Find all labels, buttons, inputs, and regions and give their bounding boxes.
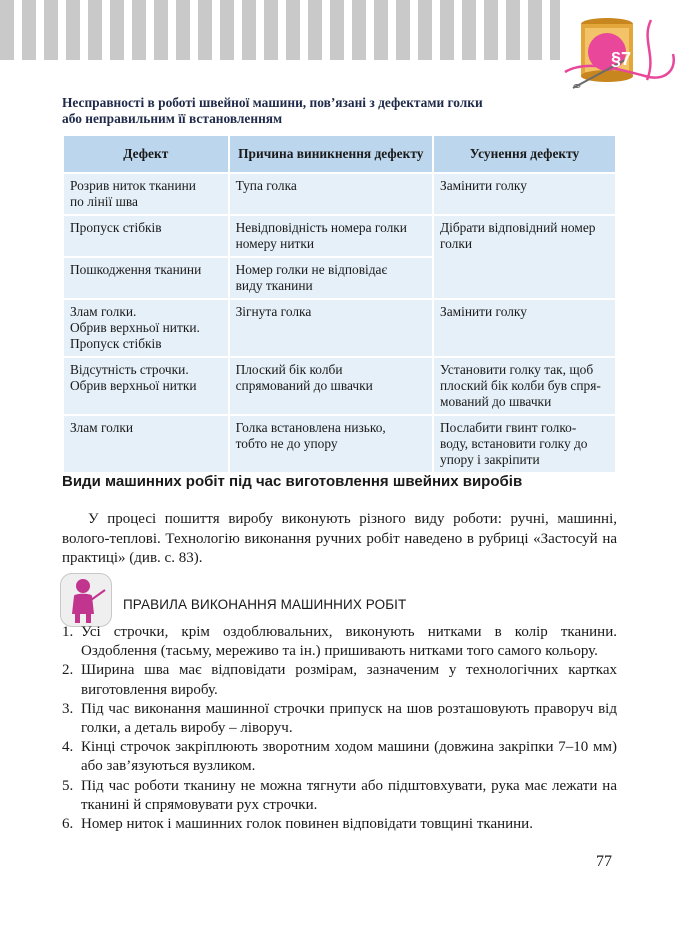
list-item <box>62 700 617 738</box>
table-caption <box>62 95 622 127</box>
cell-line: Номер голки не відповідає <box>235 262 388 277</box>
intro-paragraph: У процесі пошиття виробу виконують різного виду роботи: ручні, машинні, волого-теплові. Технологію виконання ручних робіт наведено в рубриці «Застосуй на практиці» (див. с. 83). <box>62 511 617 566</box>
table-row <box>63 415 616 473</box>
section-number-badge: §7 <box>610 49 632 69</box>
cell-line: спрямований до швачки <box>235 378 373 393</box>
list-item <box>62 738 617 776</box>
list-item <box>62 777 617 815</box>
item-number: 3. <box>62 700 74 717</box>
cell-line: Тупа голка <box>235 178 297 193</box>
cell-line: Обрив верхньої нитки. <box>70 320 200 335</box>
cell-line: упору і закріпити <box>440 452 540 467</box>
cell-line: по лінії шва <box>70 194 138 209</box>
cell-line: Невідповідність номера голки <box>235 220 407 235</box>
caption-line: Несправності в роботі швейної машини, пов’язані з дефектами голки <box>62 95 483 110</box>
item-text: Під час роботи тканину не можна тягнути або підштовхувати, рука має лежати на тканині й спрямовувати рух строчки. <box>81 777 617 813</box>
table-row <box>63 299 616 357</box>
cell-line: Зігнута голка <box>235 304 312 319</box>
item-text: Ширина шва має відповідати розмірам, зазначеним у технологічних картках виготовлення виробу. <box>81 662 617 698</box>
cell-line: Замінити голку <box>440 178 527 193</box>
item-text: Усі строчки, крім оздоблювальних, виконують нитками в колір тканини. Оздоблення (тасьму, мереживо та ін.) пришивають нитками того самого кольору. <box>81 624 617 660</box>
fix-cell <box>433 415 616 473</box>
item-number: 1. <box>62 624 74 640</box>
item-number: 5. <box>62 777 74 794</box>
fix-cell <box>433 215 616 299</box>
table-header-row <box>63 135 616 173</box>
fix-cell <box>433 357 616 415</box>
cell-line: виду тканини <box>235 278 313 293</box>
cause-cell <box>229 215 433 257</box>
header-cause: Причина виникнення дефекту <box>229 135 433 173</box>
table-row <box>63 357 616 415</box>
cause-cell <box>229 299 433 357</box>
section-title: Види машинних робіт під час виготовлення швейних виробів <box>62 473 523 490</box>
item-number: 6. <box>62 816 74 833</box>
defect-cell <box>63 299 229 357</box>
teacher-pointer-icon <box>60 573 112 627</box>
cell-line: Пошкодження тканини <box>70 262 202 277</box>
defect-cell <box>63 173 229 215</box>
cell-line: Установити голку так, щоб <box>440 362 594 377</box>
cell-line: Дібрати відповідний номер <box>440 220 596 235</box>
item-text: Номер ниток і машинних голок повинен відповідати товщині тканини. <box>81 816 533 833</box>
cause-cell <box>229 173 433 215</box>
cell-line: Пропуск стібків <box>70 336 162 351</box>
list-item <box>62 815 617 834</box>
defect-cell <box>63 357 229 415</box>
caption-line: або неправильним її встановленням <box>62 111 283 126</box>
cell-line: голки <box>440 236 473 251</box>
cell-line: Голка встановлена низько, <box>235 420 386 435</box>
defects-table <box>62 134 617 474</box>
cause-cell <box>229 415 433 473</box>
cell-line: Пропуск стібків <box>70 220 162 235</box>
cell-line: Відсутність строчки. <box>70 362 189 377</box>
cell-line: плоский бік колби був спря- <box>440 378 601 393</box>
header-defect: Дефект <box>63 135 229 173</box>
cause-cell <box>229 257 433 299</box>
cell-line: мований до швачки <box>440 394 552 409</box>
cell-line: тобто не до упору <box>235 436 338 451</box>
defect-cell <box>63 257 229 299</box>
table-row <box>63 173 616 215</box>
header-fix: Усунення дефекту <box>433 135 616 173</box>
cell-line: Обрив верхньої нитки <box>70 378 197 393</box>
cell-line: воду, встановити голку до <box>440 436 588 451</box>
item-number: 2. <box>62 662 74 679</box>
header-stripes <box>0 0 560 60</box>
table-row <box>63 215 616 257</box>
rules-heading: ПРАВИЛА ВИКОНАННЯ МАШИННИХ РОБІТ <box>123 597 407 612</box>
list-item <box>62 661 617 699</box>
cell-line: Розрив ниток тканини <box>70 178 196 193</box>
cell-line: номеру нитки <box>235 236 315 251</box>
cell-line: Замінити голку <box>440 304 527 319</box>
fix-cell <box>433 299 616 357</box>
defect-cell <box>63 415 229 473</box>
cell-line: Злам голки <box>70 420 134 435</box>
page-number: 77 <box>596 853 612 870</box>
cell-line: Злам голки. <box>70 304 137 319</box>
cell-line: Плоский бік колби <box>235 362 343 377</box>
item-number: 4. <box>62 739 74 756</box>
defect-cell <box>63 215 229 257</box>
rules-list <box>62 623 617 834</box>
item-text: Під час виконання машинної строчки припуск на шов розташовують праворуч від голки, а деталь виробу – ліворуч. <box>81 700 617 737</box>
item-text: Кінці строчок закріплюють зворотним ходом машини (довжина закріпки 7–10 мм) або зав’язуються вузликом. <box>81 739 617 775</box>
cause-cell <box>229 357 433 415</box>
list-item <box>62 623 617 661</box>
fix-cell <box>433 173 616 215</box>
cell-line: Послабити гвинт голко- <box>440 420 577 435</box>
